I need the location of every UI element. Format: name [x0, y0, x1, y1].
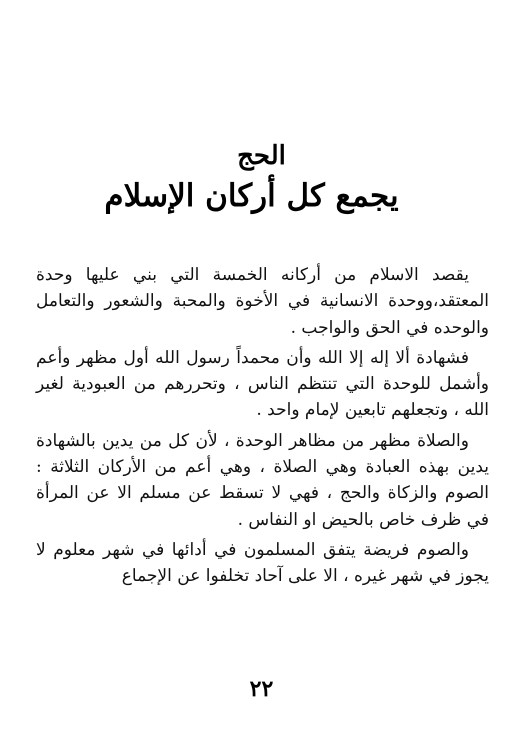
body-text: [36, 262, 489, 590]
paragraph-4: والصوم فريضة يتفق المسلمون في أدائها في شهر معلوم لا يجوز في شهر غيره ، الا على آحاد تخلفوا عن الإجماع: [36, 539, 489, 587]
paragraph-1: يقصد الاسلام من أركانه الخمسة التي بني عليها وحدة المعتقد،ووحدة الانسانية في الأخوة والمحبة والشعور والتعامل والوحده في الحق والواجب .: [36, 265, 489, 338]
chapter-title: الحج: [237, 141, 286, 171]
chapter-subtitle: يجمع كل أركان الإسلام: [104, 178, 399, 214]
page-number: ٢٢: [249, 676, 274, 702]
paragraph-3: والصلاة مظهر من مظاهر الوحدة ، لأن كل من يدين بالشهادة يدين بهذه العبادة وهي الصلاة ، وهي أعم من الأركان الثلاثة : الصوم والزكاة والحج ، فهي لا تسقط عن مسلم الا عن المرأة في ظرف خاص بالحيض او النفاس .: [36, 430, 489, 530]
paragraph-2: فشهادة ألا إله إلا الله وأن محمداً رسول الله أول مظهر وأعم وأشمل للوحدة التي تنتظم الناس ، وتحررهم من العبودية لغير الله ، وتجعلهم تابعين لإمام واحد .: [36, 347, 489, 421]
